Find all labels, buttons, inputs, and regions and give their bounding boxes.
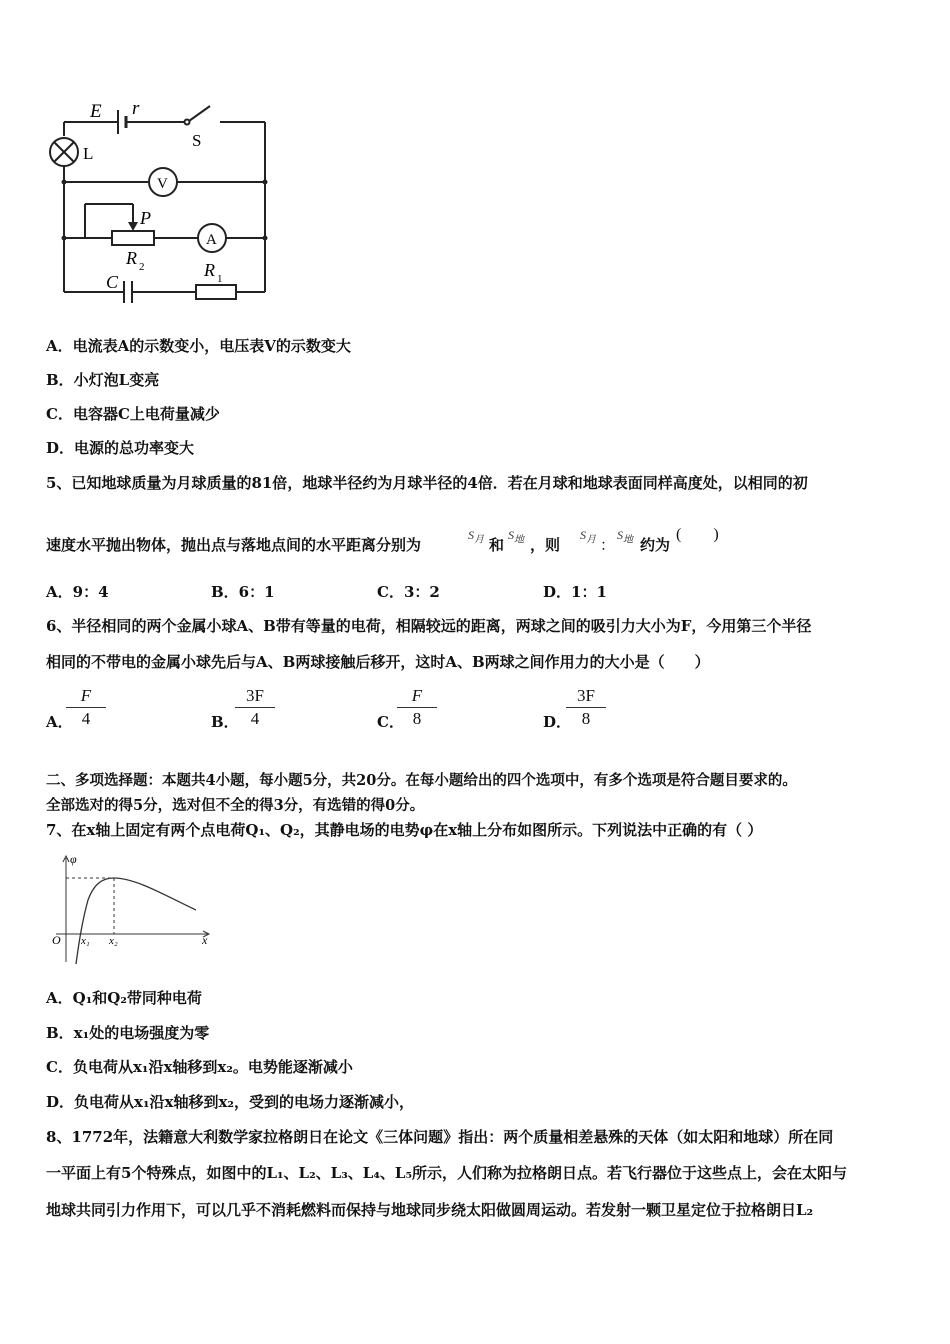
q6-option-c-label: C． bbox=[377, 713, 404, 731]
q5-option-c: C．3：2 bbox=[377, 583, 440, 601]
q4-option-a: A．电流表A的示数变小，电压表V的示数变大 bbox=[46, 337, 351, 355]
q4-option-b: B．小灯泡L变亮 bbox=[46, 371, 160, 389]
q5-and: 和 bbox=[489, 536, 505, 554]
q7-option-b: B．x₁处的电场强度为零 bbox=[46, 1024, 210, 1042]
graph-origin-label: O bbox=[52, 933, 61, 947]
label-r: r bbox=[132, 98, 140, 119]
q6-option-c-fraction: $\frac{F}{8}$ bbox=[397, 686, 437, 729]
q5-then: ，则 bbox=[530, 536, 561, 554]
label-C: C bbox=[106, 272, 119, 292]
label-L: L bbox=[83, 144, 94, 163]
q4-option-c: C．电容器C上电荷量减少 bbox=[46, 405, 220, 423]
q6-line1: 6、半径相同的两个金属小球A、B带有等量的电荷，相隔较远的距离，两球之间的吸引力大小为F，今用第三个半径 bbox=[46, 617, 812, 635]
label-P: P bbox=[140, 208, 151, 228]
q6-option-b-fraction: $\frac{3F}{4}$ bbox=[235, 686, 275, 729]
q7-option-d: D．负电荷从x₁沿x轴移到x₂，受到的电场力逐渐减小， bbox=[46, 1093, 414, 1111]
q5-option-a: A．9：4 bbox=[46, 583, 109, 601]
label-E: E bbox=[90, 101, 102, 122]
s-earth: $S_地$ bbox=[508, 528, 524, 546]
q7-option-a: A．Q₁和Q₂带同种电荷 bbox=[46, 989, 202, 1007]
q5-option-b: B．6：1 bbox=[211, 583, 275, 601]
label-V: V bbox=[157, 176, 168, 192]
label-R1: R bbox=[204, 260, 215, 280]
q8-line3: 地球共同引力作用下，可以几乎不消耗燃料而保持与地球同步绕太阳做圆周运动。若发射一颗卫星定位于拉格朗日L₂ bbox=[46, 1201, 814, 1219]
q5-paren: ( ) bbox=[676, 526, 719, 543]
q8-line1: 8、1772年，法籍意大利数学家拉格朗日在论文《三体问题》指出：两个质量相差悬殊的天体（如太阳和地球）所在同 bbox=[46, 1128, 834, 1146]
q6-option-d-fraction: $\frac{3F}{8}$ bbox=[566, 686, 606, 729]
s-moon: $S_月$ bbox=[468, 528, 484, 546]
q7-option-c: C．负电荷从x₁沿x轴移到x₂。电势能逐渐减小 bbox=[46, 1058, 353, 1076]
label-S: S bbox=[192, 131, 202, 150]
ratio-s1: $S_月$ bbox=[580, 528, 596, 546]
label-R1-sub: 1 bbox=[217, 273, 223, 285]
section2-line1: 二、多项选择题：本题共4小题，每小题5分，共20分。在每小题给出的四个选项中，有多个选项是符合题目要求的。 bbox=[46, 772, 797, 789]
q5-option-d: D．1：1 bbox=[543, 583, 607, 601]
ratio-s2: $S_地$ bbox=[617, 528, 633, 546]
q5-line2 bbox=[46, 535, 421, 555]
q6-option-b-label: B． bbox=[211, 713, 239, 731]
q4-option-d: D．电源的总功率变大 bbox=[46, 439, 195, 457]
q8-line2: 一平面上有5个特殊点，如图中的L₁、L₂、L₃、L₄、L₅所示，人们称为拉格朗日点。若飞行器位于这些点上，会在太阳与 bbox=[46, 1164, 848, 1182]
q5-line2-text: 速度水平抛出物体，抛出点与落地点间的水平距离分别为 bbox=[46, 536, 422, 554]
q6-option-a-fraction: $\frac{F}{4}$ bbox=[66, 686, 106, 729]
section2-line2: 全部选对的得5分，选对但不全的得3分，有选错的得0分。 bbox=[46, 797, 425, 814]
graph-x2-label: x₂ bbox=[109, 935, 118, 947]
graph-phi-label: φ bbox=[70, 852, 77, 866]
q5-line1: 5、已知地球质量为月球质量的81倍，地球半径约为月球半径的4倍．若在月球和地球表面同样高度处，以相同的初 bbox=[46, 474, 808, 492]
graph-x-axis-label: x bbox=[202, 933, 208, 947]
q7-stem: 7、在x轴上固定有两个点电荷Q₁、Q₂，其静电场的电势φ在x轴上分布如图所示。下列说法中正确的有（ ） bbox=[46, 821, 763, 839]
q6-option-d-label: D． bbox=[543, 713, 572, 731]
q6-line2: 相同的不带电的金属小球先后与A、B两球接触后移开，这时A、B两球之间作用力的大小是（ ） bbox=[46, 653, 710, 671]
potential-graph bbox=[46, 852, 216, 970]
label-A: A bbox=[206, 232, 217, 248]
q5-approx: 约为 bbox=[640, 536, 671, 554]
graph-x1-label: x₁ bbox=[81, 935, 90, 947]
circuit-diagram bbox=[40, 92, 280, 307]
label-R2-sub: 2 bbox=[139, 261, 145, 273]
label-R2: R bbox=[126, 248, 137, 268]
q6-option-a-label: A． bbox=[46, 713, 73, 731]
q5-colon: ： bbox=[600, 536, 616, 554]
